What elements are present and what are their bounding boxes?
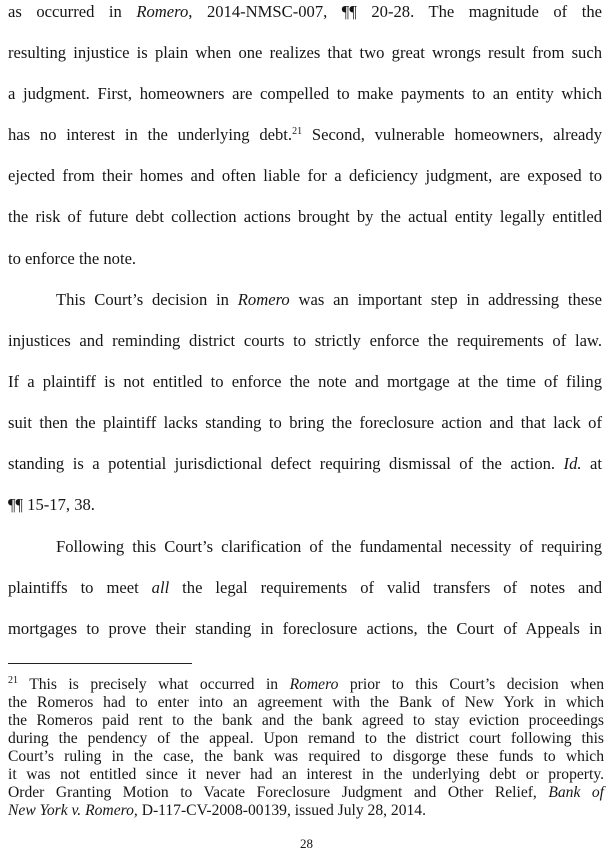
text-run: injustices and reminding district courts to strictly enforce the requirements of law. [8, 331, 602, 350]
text-run: the risk of future debt collection actions brought by the actual entity legally entitled [8, 207, 602, 226]
text-run: was an important step in addressing these [289, 290, 602, 309]
text-run: standing is a potential jurisdictional defect requiring dismissal of the action. [8, 454, 564, 473]
footnote-line [8, 748, 604, 766]
text-run: ejected from their homes and often liable for a deficiency judgment, are exposed to [8, 166, 602, 185]
body-line [8, 413, 602, 433]
text-run: Second, vulnerable homeowners, already [302, 125, 602, 144]
footnote-reference: 21 [292, 126, 303, 137]
footnote-line [8, 730, 604, 748]
body-line [8, 331, 602, 351]
footnote-line [8, 712, 604, 730]
text-run: has no interest in the underlying debt. [8, 125, 293, 144]
italic-text: Bank of [548, 784, 604, 801]
italic-text: Romero [237, 290, 290, 309]
text-run: D-117-CV-2008-00139, issued July 28, 2014. [137, 802, 427, 819]
body-line [56, 537, 602, 557]
text-run: ¶¶ 15-17, 38. [8, 495, 95, 514]
body-line [8, 619, 602, 639]
body-line [8, 249, 602, 269]
text-run: If a plaintiff is not entitled to enforce the note and mortgage at the time of filing [8, 372, 602, 391]
text-run: This is precisely what occurred in [18, 676, 290, 693]
text-run: , 2014-NMSC-007, ¶¶ 20-28. The magnitude of the [188, 2, 602, 21]
text-run: at [581, 454, 602, 473]
text-run: This Court’s decision in [56, 290, 238, 309]
text-run: Court’s ruling in the case, the bank was required to disgorge these funds to which [8, 748, 604, 765]
footnote-separator [8, 663, 192, 664]
footnote-line [8, 694, 604, 712]
text-run: a judgment. First, homeowners are compelled to make payments to an entity which [8, 84, 602, 103]
body-line [8, 454, 602, 474]
body-line [8, 2, 602, 22]
body-line [8, 166, 602, 186]
footnote-line [8, 676, 604, 694]
footnote-line [8, 784, 604, 802]
italic-text: New York v. Romero, [8, 802, 138, 819]
body-line [8, 43, 602, 63]
text-run: the Romeros had to enter into an agreement with the Bank of New York in which [8, 694, 604, 711]
text-run: prior to this Court’s decision when [338, 676, 604, 693]
text-run: during the pendency of the appeal. Upon remand to the district court following this [8, 730, 604, 747]
body-line [8, 207, 602, 227]
text-run: to enforce the note. [8, 249, 137, 268]
text-run: suit then the plaintiff lacks standing to bring the foreclosure action and that lack of [8, 413, 602, 432]
body-line [8, 125, 602, 145]
body-line [8, 495, 602, 515]
italic-text: Romero [136, 2, 189, 21]
text-run: the Romeros paid rent to the bank and the bank agreed to stay eviction proceedings [8, 712, 604, 729]
italic-text: Id. [563, 454, 582, 473]
body-line [8, 578, 602, 598]
text-run: it was not entitled since it never had an interest in the underlying debt or property. [8, 766, 604, 783]
text-run: as occurred in [8, 2, 137, 21]
footnote-line [8, 802, 604, 820]
footnote-line [8, 766, 604, 784]
text-run: resulting injustice is plain when one realizes that two great wrongs result from such [8, 43, 602, 62]
body-line [8, 372, 602, 392]
footnote-reference: 21 [8, 675, 18, 686]
text-run: plaintiffs to meet [8, 578, 152, 597]
text-run: mortgages to prove their standing in foreclosure actions, the Court of Appeals in [8, 619, 602, 638]
italic-text: all [151, 578, 170, 597]
text-run: Following this Court’s clarification of the fundamental necessity of requiring [56, 537, 602, 556]
body-line [8, 84, 602, 104]
body-line [56, 290, 602, 310]
italic-text: Romero [289, 676, 339, 693]
text-run: Order Granting Motion to Vacate Foreclosure Judgment and Other Relief, [8, 784, 549, 801]
page-number: 28 [300, 836, 313, 851]
text-run: the legal requirements of valid transfers of notes and [169, 578, 602, 597]
